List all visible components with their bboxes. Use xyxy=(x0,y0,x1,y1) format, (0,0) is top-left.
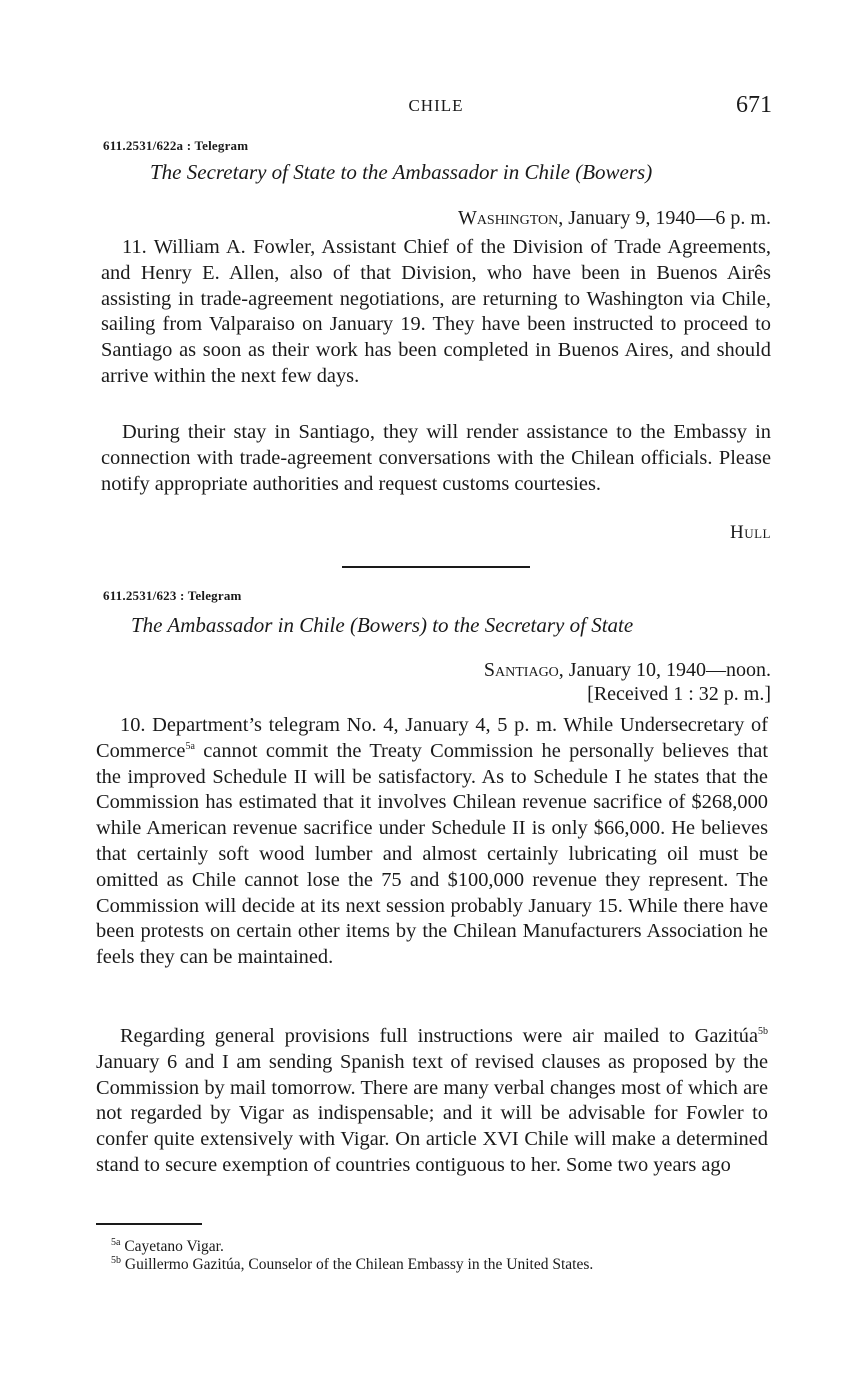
doc2-received: [Received 1 : 32 p. m.] xyxy=(587,683,771,705)
running-title: CHILE xyxy=(408,96,464,115)
doc1-dateline xyxy=(458,207,771,230)
doc1-dateline-date: , January 9, 1940—6 p. m. xyxy=(558,207,771,229)
doc2-paragraph-2-text-a: Regarding general provisions full instructions were air mailed to Gazitúa xyxy=(120,1025,758,1047)
footnote-mark-5a: 5a xyxy=(111,1236,121,1248)
footnote-ref-5b: 5b xyxy=(758,1026,768,1038)
doc1-title-part-1: The Secretary of State to the Ambassador in Chile ( xyxy=(150,160,583,184)
footnote-ref-5a: 5a xyxy=(185,741,195,752)
footnote-text-5b: Guillermo Gazitúa, Counselor of the Chilean Embassy in the United States. xyxy=(121,1256,594,1273)
footnote-5b xyxy=(111,1256,593,1274)
running-head xyxy=(100,92,772,122)
doc1-dateline-place: Washington xyxy=(457,207,559,229)
doc2-file-id: 611.2531/623 : Telegram xyxy=(103,588,242,603)
doc2-paragraph-2-text-b: January 6 and I am sending Spanish text of revised clauses as proposed by the Commission by mail tomorrow. There are many verbal changes most of which are not regarded by Vigar as indispensable; and it will be advisable for Fowler to confer quite extensively with Vigar. On article XVI Chile will make a determined stand to secure exemption of countries contiguous to her. Some two years ago xyxy=(96,1050,768,1176)
footnote-text-5a: Cayetano Vigar. xyxy=(120,1238,224,1255)
section-divider xyxy=(342,566,530,568)
footnote-rule xyxy=(96,1223,202,1225)
doc1-file-id: 611.2531/622a : Telegram xyxy=(103,138,249,153)
doc1-title xyxy=(150,160,652,185)
doc2-paragraph-2 xyxy=(96,1024,768,1179)
doc1-paragraph-2: During their stay in Santiago, they will render assistance to the Embassy in connection with trade-agreement conversations with the Chilean officials. Please notify appropriate authorities and request customs courtesies. xyxy=(101,421,771,495)
doc2-paragraph-1-text-a: 10. Department’s telegram No. 4, January 4, 5 p. m. While Undersecretary of Commerce xyxy=(96,714,768,762)
doc2-dateline-place: Santiago xyxy=(483,659,559,681)
doc2-paragraph-1-text-b: cannot commit the Treaty Commission he personally believes that the improved Schedule II will be satisfactory. As to Schedule I he states that the Commission has estimated that it involves Chilean revenue sacrifice of $268,000 while American revenue sacrifice under Schedule II is only $66,000. He believes that certainly soft wood lumber and almost certainly lubricating oil must be omitted as Chile cannot lose the 75 and $100,000 revenue they represent. The Commission will decide at its next session probably January 15. While there have been protests on certain other items by the Chilean Manufacturers Association he feels they can be maintained. xyxy=(96,739,768,969)
doc2-dateline-date: , January 10, 1940—noon. xyxy=(558,659,771,681)
doc1-signature: Hull xyxy=(730,522,771,543)
footnote-5a xyxy=(111,1238,224,1256)
doc2-title: The Ambassador in Chile (Bowers) to the Secretary of State xyxy=(131,613,634,637)
doc1-title-part-3: ) xyxy=(645,160,653,184)
doc2-paragraph-1 xyxy=(96,713,768,971)
doc1-title-part-2: Bowers xyxy=(582,160,646,184)
page-number: 671 xyxy=(736,92,772,118)
doc2-dateline xyxy=(484,659,771,682)
doc1-paragraph-1: 11. William A. Fowler, Assistant Chief of the Division of Trade Agreements, and Henry E. Allen, also of that Division, who have been in Buenos Airês assisting in trade-agreement negotiations, are returning to Washington via Chile, sailing from Valparaiso on January 19. They have been instructed to proceed to Santiago as soon as their work has been completed in Buenos Aires, and should arrive within the next few days. xyxy=(101,236,771,387)
footnote-mark-5b: 5b xyxy=(111,1254,121,1266)
